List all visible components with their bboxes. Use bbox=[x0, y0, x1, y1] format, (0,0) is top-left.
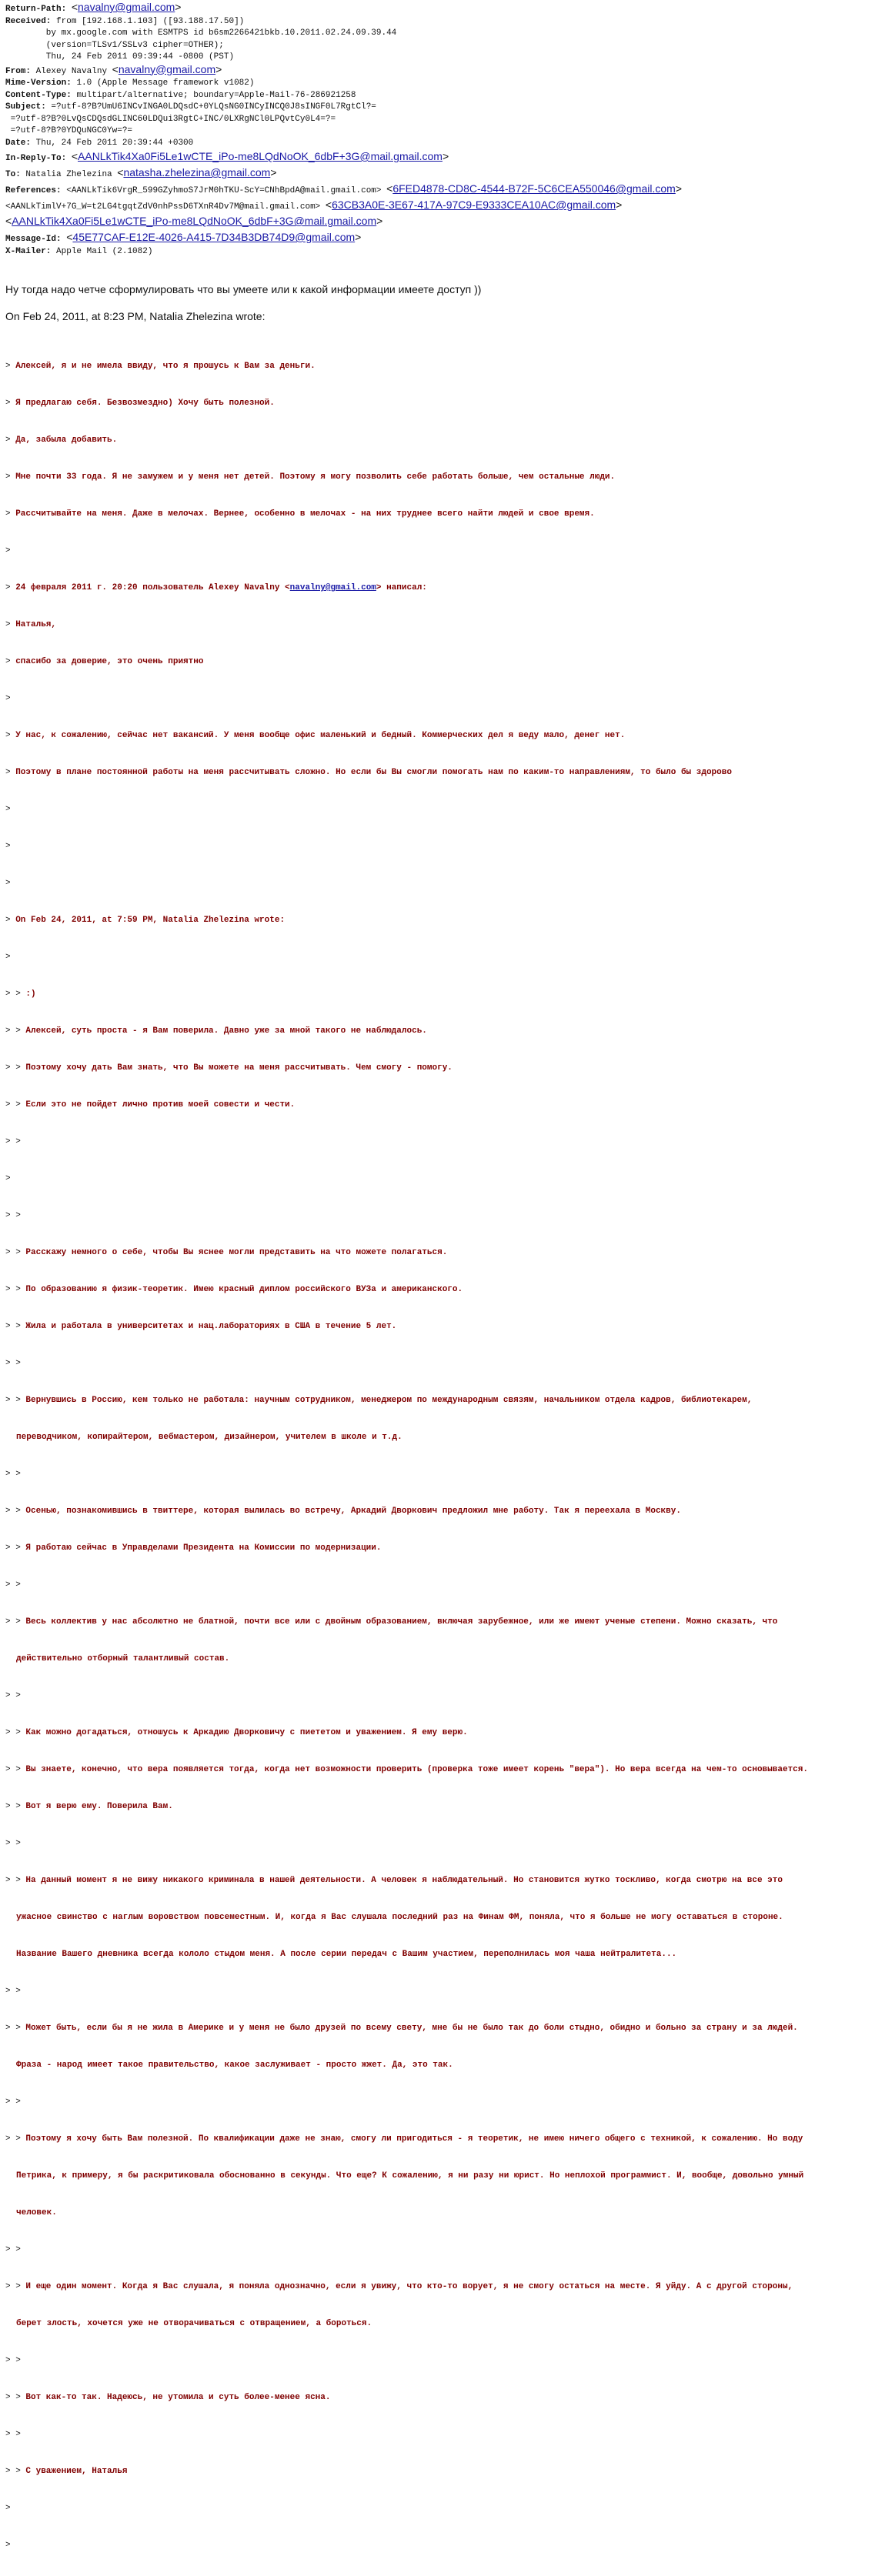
quote-line: > > Осенью, познакомившись в твиттере, которая вылилась во встречу, Аркадий Дворкович предложил мне работу. Так я переехала в Москву. bbox=[5, 1507, 681, 1516]
quote-line: > bbox=[5, 953, 11, 962]
quote-line: > On Feb 24, 2011, at 7:59 PM, Natalia Zhelezina wrote: bbox=[5, 916, 286, 925]
quote-line: > > Жила и работала в университетах и нац.лабораториях в США в течение 5 лет. bbox=[5, 1322, 397, 1331]
subject-line: =?utf-8?B?UmU6INCvINGA0LDQsdC+0YLQsNG0INCyINCQ0J8sINGF0L7RgtCl?= bbox=[51, 102, 376, 112]
reference-id: <AANLkTimlV+7G_W=t2LG4tgqtZdV0nhPssD6TXnR4Dv7M@mail.gmail.com> bbox=[5, 202, 321, 212]
mime-value: 1.0 (Apple Message framework v1082) bbox=[76, 78, 255, 88]
header-label: Date: bbox=[5, 138, 32, 148]
header-label: Content-Type: bbox=[5, 90, 72, 100]
reply-text: Ну тогда надо четче сформулировать что вы умеете или к какой информации имеете доступ )) bbox=[5, 283, 482, 295]
quote-line: действительно отборный талантливый состав. bbox=[16, 1654, 230, 1663]
quote-line: > > bbox=[5, 2245, 21, 2254]
quote-line: > > Вы знаете, конечно, что вера появляется тогда, когда нет возможности проверить (проверка тоже имеет корень "вера"). Но вера всегда на чем-то основывается. bbox=[5, 1765, 808, 1774]
quote-line: > > С уважением, Наталья bbox=[5, 2467, 128, 2476]
to-name: Natalia Zhelezina bbox=[25, 170, 112, 179]
header-subject bbox=[5, 102, 682, 114]
quote-line: человек. bbox=[16, 2208, 57, 2217]
quote-line: > > Я работаю сейчас в Управделами Президента на Комиссии по модернизации. bbox=[5, 1543, 382, 1553]
header-label: To: bbox=[5, 170, 21, 179]
quote-line: > > :) bbox=[5, 989, 36, 999]
quote-line: > > bbox=[5, 1580, 21, 1590]
references-line: <AANLkTik4Xa0Fi5Le1wCTE_iPo-me8LQdNoOK_6dbF+3G@mail.gmail.com> bbox=[5, 215, 383, 227]
header-label: Message-Id: bbox=[5, 235, 62, 244]
quote-line: > > bbox=[5, 1211, 21, 1220]
quote-line: > > Вот я верю ему. Поверила Вам. bbox=[5, 1802, 173, 1811]
header-label: References: bbox=[5, 186, 62, 195]
header-return-path: Return-Path: <navalny@gmail.com> bbox=[5, 1, 182, 14]
subject-line: =?utf-8?B?0LvQsCDQsdGLINC60LDQui3RgtC+INC/0LXRgNCl0LPQvtCy0L4=?= bbox=[5, 114, 336, 124]
header-to: To: Natalia Zhelezina <natasha.zhelezina@gmail.com> bbox=[5, 166, 277, 179]
reference-link[interactable]: 6FED4878-CD8C-4544-B72F-5C6CEA550046@gmail.com bbox=[392, 182, 676, 195]
xmailer-value: Apple Mail (2.1082) bbox=[56, 247, 153, 256]
quote-line: > bbox=[5, 2541, 11, 2550]
quote-line: Название Вашего дневника всегда кололо стыдом меня. А после серии передач с Вашим участием, переполнилась моя чаша нейтралитета... bbox=[16, 1950, 677, 1959]
quote-line: > bbox=[5, 694, 11, 703]
email-headers bbox=[5, 2, 682, 259]
references-line: <AANLkTimlV+7G_W=t2LG4tgqtZdV0nhPssD6TXnR4Dv7M@mail.gmail.com> <63CB3A0E-3E67-417A-97C9-E9333CEA10AC@gmail.com> bbox=[5, 199, 623, 212]
from-name: Alexey Navalny bbox=[35, 66, 108, 76]
header-label: From: bbox=[5, 66, 32, 76]
header-references: References: <AANLkTik6VrgR_599GZyhmoS7JrM0hTKU-ScY=CNhBpdA@mail.gmail.com> <6FED4878-CD8C-4544-B72F-5C6CEA550046@gmail.com> bbox=[5, 182, 682, 195]
reply-attribution: On Feb 24, 2011, at 8:23 PM, Natalia Zhelezina wrote: bbox=[5, 310, 266, 322]
quote-line: > Я предлагаю себя. Безвозмездно) Хочу быть полезной. bbox=[5, 399, 275, 408]
reference-link[interactable]: AANLkTik4Xa0Fi5Le1wCTE_iPo-me8LQdNoOK_6dbF+3G@mail.gmail.com bbox=[12, 215, 377, 227]
quote-line: > > bbox=[5, 2356, 21, 2365]
quote-line: > > На данный момент я не вижу никакого криминала в нашей деятельности. А человек я наблюдательный. Но становится жутко тоскливо, когда смотрю на все это bbox=[5, 1876, 783, 1885]
from-email-link[interactable]: navalny@gmail.com bbox=[118, 62, 216, 75]
quote-line: > спасибо за доверие, это очень приятно bbox=[5, 657, 204, 666]
reference-link[interactable]: 63CB3A0E-3E67-417A-97C9-E9333CEA10AC@gmail.com bbox=[332, 199, 616, 211]
header-xmailer bbox=[5, 246, 682, 259]
quote-line: > У нас, к сожалению, сейчас нет вакансий. У меня вообще офис маленький и бедный. Коммерческих дел я веду мало, денег нет. bbox=[5, 731, 626, 740]
received-line: Thu, 24 Feb 2011 09:39:44 -0800 (PST) bbox=[5, 52, 235, 62]
quote-line: > > Как можно догадаться, отношусь к Аркадию Дворковичу с пиететом и уважением. Я ему верю. bbox=[5, 1728, 468, 1737]
header-content-type bbox=[5, 90, 682, 102]
quote-line: > Да, забыла добавить. bbox=[5, 435, 118, 445]
header-label: X-Mailer: bbox=[5, 247, 52, 256]
header-from: From: Alexey Navalny <navalny@gmail.com> bbox=[5, 62, 222, 76]
quoted-message bbox=[5, 335, 871, 2576]
quote-line: > bbox=[5, 2504, 11, 2513]
header-label: Mime-Version: bbox=[5, 78, 72, 88]
quote-line: > > И еще один момент. Когда я Вас слушала, я поняла однозначно, если я увижу, что кто-то ворует, я не смогу остаться на месте. Я уйду. А с другой стороны, bbox=[5, 2282, 793, 2291]
quote-line: > > Вернувшись в Россию, кем только не работала: научным сотрудником, менеджером по международным связям, начальником отдела кадров, библиотекарем, bbox=[5, 1396, 753, 1405]
received-line: from [192.168.1.103] ([93.188.17.50]) bbox=[56, 16, 245, 26]
quote-line: > > По образованию я физик-теоретик. Имею красный диплом российского ВУЗа и американского. bbox=[5, 1285, 463, 1294]
return-path-link[interactable]: navalny@gmail.com bbox=[78, 1, 175, 13]
quote-line: > bbox=[5, 879, 11, 888]
quote-line: > > bbox=[5, 1470, 21, 1479]
quote-line: > > bbox=[5, 1987, 21, 1996]
quote-line: > > Поэтому я хочу быть Вам полезной. По квалификации даже не знаю, смогу ли пригодиться - я теоретик, не имею ничего общего с техникой, к сожалению. Но воду bbox=[5, 2134, 803, 2144]
quote-line: > > Может быть, если бы я не жила в Америке и у меня не было друзей по всему свету, мне бы не было так до боли стыдно, обидно и больно за страну и за людей. bbox=[5, 2024, 798, 2033]
to-email-link[interactable]: natasha.zhelezina@gmail.com bbox=[123, 166, 271, 179]
reference-id: <AANLkTik6VrgR_599GZyhmoS7JrM0hTKU-ScY=CNhBpdA@mail.gmail.com> bbox=[66, 186, 382, 195]
quote-line: берет злость, хочется уже не отворачиваться с отвращением, а бороться. bbox=[16, 2319, 372, 2328]
header-label: In-Reply-To: bbox=[5, 154, 67, 163]
quote-line: > > bbox=[5, 1839, 21, 1848]
received-line: (version=TLSv1/SSLv3 cipher=OTHER); bbox=[5, 40, 224, 50]
in-reply-to-link[interactable]: AANLkTik4Xa0Fi5Le1wCTE_iPo-me8LQdNoOK_6dbF+3G@mail.gmail.com bbox=[78, 150, 443, 162]
quote-line: > > bbox=[5, 1691, 21, 1700]
quote-line: > Поэтому в плане постоянной работы на меня рассчитывать сложно. Но если бы Вы смогли помогать нам по каким-то направлениям, то было бы здорово bbox=[5, 768, 732, 777]
header-date bbox=[5, 138, 682, 150]
quote-line: > 24 февраля 2011 г. 20:20 пользователь Alexey Navalny <navalny@gmail.com> написал: bbox=[5, 583, 427, 592]
date-value: Thu, 24 Feb 2011 20:39:44 +0300 bbox=[35, 138, 194, 148]
header-label: Subject: bbox=[5, 102, 46, 112]
quote-line: > > bbox=[5, 1137, 21, 1146]
quote-line: > bbox=[5, 1174, 11, 1183]
quote-line: > Алексей, я и не имела ввиду, что я прошусь к Вам за деньги. bbox=[5, 362, 316, 371]
navalny-email-link[interactable]: navalny@gmail.com bbox=[289, 583, 376, 592]
quote-line: > > Вот как-то так. Надеюсь, не утомила и суть более-менее ясна. bbox=[5, 2393, 331, 2402]
quote-line: > bbox=[5, 546, 11, 556]
quote-line: > bbox=[5, 805, 11, 814]
quote-line: > > Весь коллектив у нас абсолютно не блатной, почти все или с двойным образованием, включая зарубежное, или же имеют ученые степени. Можно сказать, что bbox=[5, 1617, 778, 1627]
header-label: Received: bbox=[5, 16, 52, 26]
quote-line: > bbox=[5, 842, 11, 851]
quote-line: Петрика, к примеру, я бы раскритиковала обоснованно в секунды. Что еще? К сожалению, я ни разу ни юрист. Но неплохой программист. И, вообще, довольно умный bbox=[16, 2171, 804, 2181]
subject-line: =?utf-8?B?0YDQuNGC0Yw=?= bbox=[5, 126, 133, 135]
quote-line: > Наталья, bbox=[5, 620, 57, 629]
quote-line: > > Алексей, суть проста - я Вам поверила. Давно уже за мной такого не наблюдалось. bbox=[5, 1026, 427, 1036]
quote-line: > > Поэтому хочу дать Вам знать, что Вы можете на меня рассчитывать. Чем смогу - помогу. bbox=[5, 1063, 453, 1073]
message-id-link[interactable]: 45E77CAF-E12E-4026-A415-7D34B3DB74D9@gmail.com bbox=[72, 231, 356, 243]
quote-line: > > Расскажу немного о себе, чтобы Вы яснее могли представить на что можете полагаться. bbox=[5, 1248, 448, 1257]
header-in-reply-to: In-Reply-To: <AANLkTik4Xa0Fi5Le1wCTE_iPo-me8LQdNoOK_6dbF+3G@mail.gmail.com> bbox=[5, 150, 449, 163]
header-received bbox=[5, 16, 682, 28]
quote-line: > > bbox=[5, 1359, 21, 1368]
quote-line: переводчиком, копирайтером, вебмастером, дизайнером, учителем в школе и т.д. bbox=[16, 1433, 402, 1442]
header-message-id: Message-Id: <45E77CAF-E12E-4026-A415-7D34B3DB74D9@gmail.com> bbox=[5, 231, 362, 244]
quote-line: > > bbox=[5, 2430, 21, 2439]
quote-line: > > Если это не пойдет лично против моей совести и чести. bbox=[5, 1100, 296, 1109]
quote-line: > Мне почти 33 года. Я не замужем и у меня нет детей. Поэтому я могу позволить себе работать больше, чем остальные люди. bbox=[5, 472, 616, 482]
header-label: Return-Path: bbox=[5, 5, 67, 14]
content-type-value: multipart/alternative; boundary=Apple-Mail-76-286921258 bbox=[76, 90, 356, 100]
received-line: by mx.google.com with ESMTPS id b6sm2266421bkb.10.2011.02.24.09.39.44 bbox=[5, 28, 397, 38]
quote-line: > Рассчитывайте на меня. Даже в мелочах. Вернее, особенно в мелочах - на них труднее всего найти людей и свое время. bbox=[5, 509, 595, 519]
quote-line: Фраза - народ имеет такое правительство, какое заслуживает - просто жжет. Да, это так. bbox=[16, 2060, 453, 2070]
quote-line: ужасное свинство с наглым воровством повсеместным. И, когда я Вас слушала последний раз на Финам ФМ, поняла, что я больше не могу оставаться в стороне. bbox=[16, 1913, 783, 1922]
header-mime bbox=[5, 78, 682, 90]
quote-line: > > bbox=[5, 2097, 21, 2107]
